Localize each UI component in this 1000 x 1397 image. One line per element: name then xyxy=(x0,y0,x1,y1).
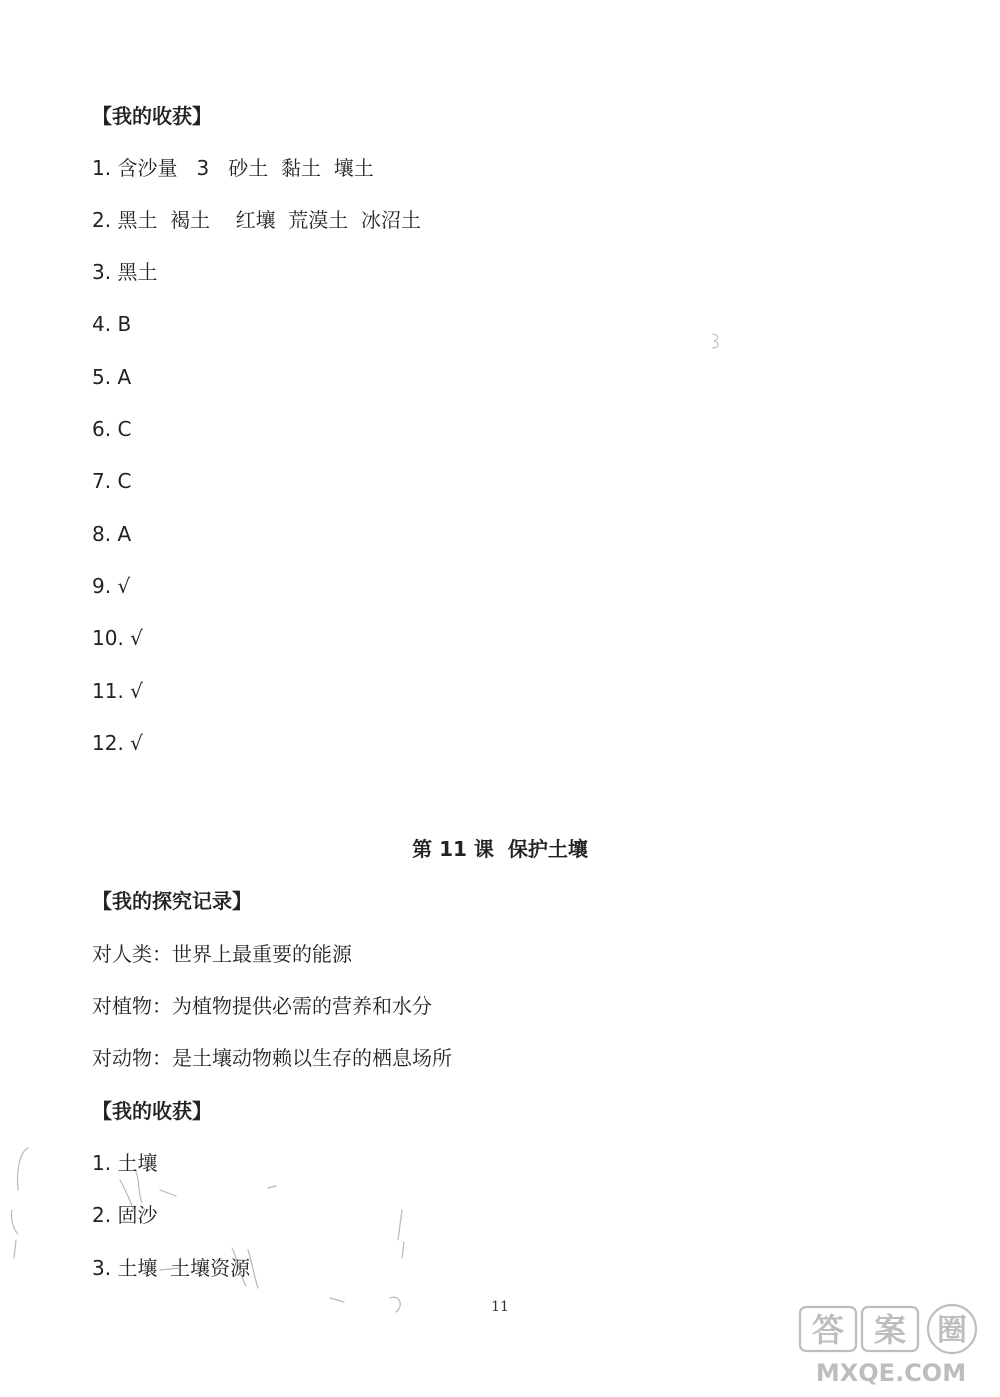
section-heading-inquiry-record: 【我的探究记录】 xyxy=(92,889,252,913)
stray-mark xyxy=(706,330,728,352)
watermark-char-2: 案 xyxy=(873,1311,907,1349)
answer-line-10: 10. √ xyxy=(92,626,143,650)
harvest-answer-1: 1. 土壤 xyxy=(92,1151,158,1175)
lesson-title: 第 11 课 保护土壤 xyxy=(412,837,588,861)
watermark-logo xyxy=(796,1303,986,1387)
harvest-answer-2: 2. 固沙 xyxy=(92,1203,158,1227)
watermark-domain: MXQE.COM xyxy=(815,1359,967,1387)
record-line-humans: 对人类：世界上最重要的能源 xyxy=(92,942,352,966)
section-heading-harvest: 【我的收获】 xyxy=(92,104,212,128)
answer-line-3: 3. 黑土 xyxy=(92,260,158,284)
record-line-animals: 对动物：是土壤动物赖以生存的栖息场所 xyxy=(92,1046,452,1070)
answer-line-5: 5. A xyxy=(92,365,132,389)
answer-line-11: 11. √ xyxy=(92,679,143,703)
answer-line-9: 9. √ xyxy=(92,574,131,598)
answer-line-12: 12. √ xyxy=(92,731,143,755)
answer-line-8: 8. A xyxy=(92,522,132,546)
answer-line-4: 4. B xyxy=(92,312,132,336)
answer-line-6: 6. C xyxy=(92,417,132,441)
answer-line-2: 2. 黑土 褐土 红壤 荒漠土 冰沼土 xyxy=(92,208,422,232)
answer-line-1: 1. 含沙量 3 砂土 黏土 壤土 xyxy=(92,156,374,180)
answer-line-7: 7. C xyxy=(92,469,132,493)
harvest-answer-3: 3. 土壤 土壤资源 xyxy=(92,1256,251,1280)
watermark-char-3: 圈 xyxy=(937,1313,967,1348)
watermark-char-1: 答 xyxy=(811,1311,845,1349)
page-number: 11 xyxy=(491,1299,509,1315)
section-heading-harvest-2: 【我的收获】 xyxy=(92,1099,212,1123)
record-line-plants: 对植物：为植物提供必需的营养和水分 xyxy=(92,994,432,1018)
